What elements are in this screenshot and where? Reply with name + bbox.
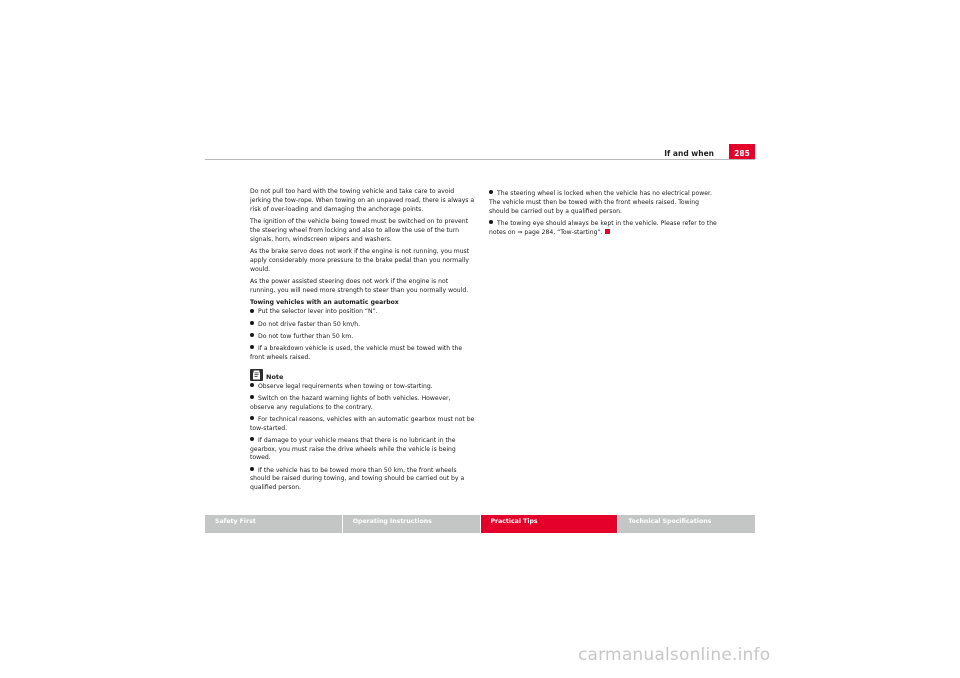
list-item — [489, 220, 718, 238]
bullet-icon — [250, 437, 254, 441]
list-item — [250, 345, 475, 363]
list-item-text: The steering wheel is locked when the vehicle has no electrical power. The vehicle must then be towed with the front wheels raised. Towing should be carried out by a qualified person. — [489, 190, 712, 215]
end-of-section-icon — [605, 229, 610, 234]
paragraph: As the power assisted steering does not work if the engine is not running, you will need more strength to steer than you normally would. — [250, 277, 469, 294]
list-item — [489, 190, 718, 217]
list-item — [250, 321, 475, 330]
left-column — [250, 188, 475, 496]
tab-safety-first[interactable]: Safety First — [205, 515, 343, 533]
list-item-text: If the vehicle has to be towed more than 50 km, the front wheels should be raised during towing, and towing should be carried out by a qualified person. — [250, 466, 465, 492]
bullet-icon — [250, 345, 254, 349]
bullet-icon — [250, 416, 254, 420]
list-item — [250, 437, 475, 464]
chapter-title: If and when — [664, 149, 714, 158]
paragraph: The ignition of the vehicle being towed must be switched on to prevent the steering wheel from locking and also to allow the use of the turn signals, horn, windscreen wipers and washers. — [250, 217, 469, 243]
bullet-icon — [250, 309, 254, 313]
bullet-icon — [250, 321, 254, 325]
bullet-icon — [489, 220, 493, 224]
page-number: 285 — [729, 144, 755, 159]
note-header — [250, 369, 475, 381]
page-ref-arrow-icon: ⇒ — [517, 228, 523, 236]
list-item — [250, 395, 475, 413]
tab-practical-tips[interactable]: Practical Tips — [481, 515, 619, 533]
watermark: carmanualsonline.info — [578, 645, 771, 665]
section-heading: Towing vehicles with an automatic gearbox — [250, 298, 399, 306]
tab-operating-instructions[interactable]: Operating Instructions — [343, 515, 481, 533]
tab-technical-specifications[interactable]: Technical Specifications — [618, 515, 755, 533]
bullet-icon — [250, 395, 254, 399]
bullet-icon — [250, 333, 254, 337]
bullet-icon — [250, 383, 254, 387]
list-item-text: If damage to your vehicle means that there is no lubricant in the gearbox, you must raise the drive wheels while the vehicle is being towed. — [250, 436, 456, 462]
list-item — [250, 308, 475, 317]
list-item-text: Do not tow further than 50 km. — [258, 332, 354, 340]
list-item-text: The towing eye should always be kept in the vehicle. Please refer to the notes on — [489, 219, 717, 236]
bullet-icon — [250, 467, 254, 471]
right-column — [489, 190, 718, 241]
list-item-text: Do not drive faster than 50 km/h. — [258, 320, 361, 328]
list-item — [250, 416, 475, 434]
paragraph: As the brake servo does not work if the engine is not running, you must apply considerably more pressure to the brake pedal than you normally would. — [250, 247, 470, 273]
header-rule — [205, 159, 755, 160]
list-item-text: Put the selector lever into position “N”. — [258, 308, 378, 316]
list-item — [250, 467, 475, 494]
note-label: Note — [266, 372, 284, 381]
paragraph: Do not pull too hard with the towing vehicle and take care to avoid jerking the tow-rope. When towing on an unpaved road, there is always a risk of over-loading and damaging the anchorage points. — [250, 188, 475, 213]
list-item-text: Switch on the hazard warning lights of both vehicles. However, observe any regulations to the contrary. — [250, 394, 451, 411]
page-ref-link[interactable]: page 284, “Tow-starting”. — [522, 228, 603, 236]
note-icon — [250, 369, 263, 381]
list-item-text: For technical reasons, vehicles with an automatic gearbox must not be tow-started. — [250, 415, 475, 432]
footer-nav — [205, 515, 755, 533]
list-item — [250, 333, 475, 342]
list-item-text: Observe legal requirements when towing or tow-starting. — [258, 382, 433, 390]
bullet-icon — [489, 190, 493, 194]
list-item — [250, 383, 475, 392]
list-item-text: If a breakdown vehicle is used, the vehicle must be towed with the front wheels raised. — [250, 344, 463, 361]
